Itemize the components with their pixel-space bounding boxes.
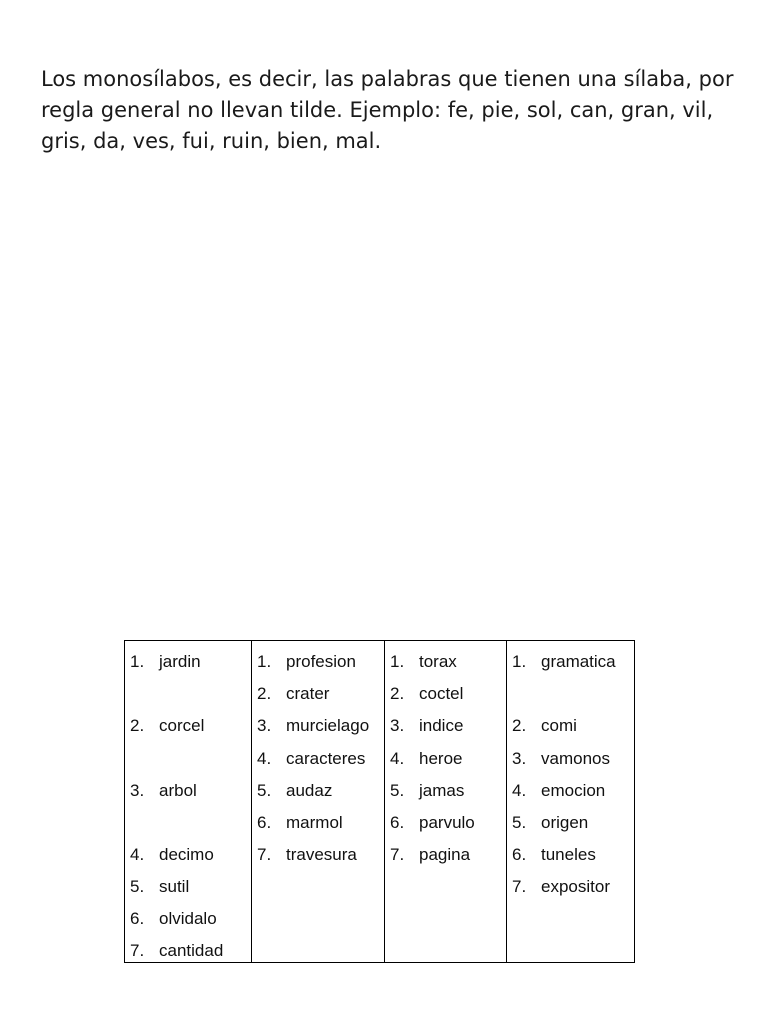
list-item: 7. travesura [257,845,357,864]
word-column-3 [385,641,507,963]
list-item: 5. jamas [390,781,465,800]
list-item: 4. decimo [130,845,214,864]
list-item: 3. vamonos [512,749,610,768]
word-column-4 [507,641,635,963]
list-item: 1. torax [390,652,457,671]
list-item: 1. jardin [130,652,201,671]
list-item: 2. comi [512,716,577,735]
list-item: 3. indice [390,716,464,735]
list-item: 3. murcielago [257,716,370,735]
intro-paragraph [41,64,734,157]
intro-line-2: regla general no llevan tilde. Ejemplo: fe, pie, sol, can, gran, vil, [41,98,714,122]
list-item: 2. crater [257,684,330,703]
list-item: 6. marmol [257,813,343,832]
list-item: 5. audaz [257,781,333,800]
word-column-2 [252,641,385,963]
list-item: 6. parvulo [390,813,475,832]
list-item: 7. expositor [512,877,610,896]
list-item: 6. olvidalo [130,909,217,928]
list-item: 3. arbol [130,781,197,800]
list-item: 7. cantidad [130,941,224,960]
intro-line-1: Los monosílabos, es decir, las palabras que tienen una sílaba, por [41,67,734,91]
list-item: 5. origen [512,813,589,832]
word-column-1 [125,641,252,963]
list-item: 2. corcel [130,716,205,735]
list-item: 4. heroe [390,749,463,768]
list-item: 2. coctel [390,684,464,703]
word-table [124,640,635,963]
list-item: 4. caracteres [257,749,366,768]
list-item: 6. tuneles [512,845,596,864]
list-item: 1. profesion [257,652,356,671]
list-item: 7. pagina [390,845,471,864]
intro-line-3: gris, da, ves, fui, ruin, bien, mal. [41,129,382,153]
list-item: 1. gramatica [512,652,616,671]
list-item: 5. sutil [130,877,190,896]
list-item: 4. emocion [512,781,606,800]
